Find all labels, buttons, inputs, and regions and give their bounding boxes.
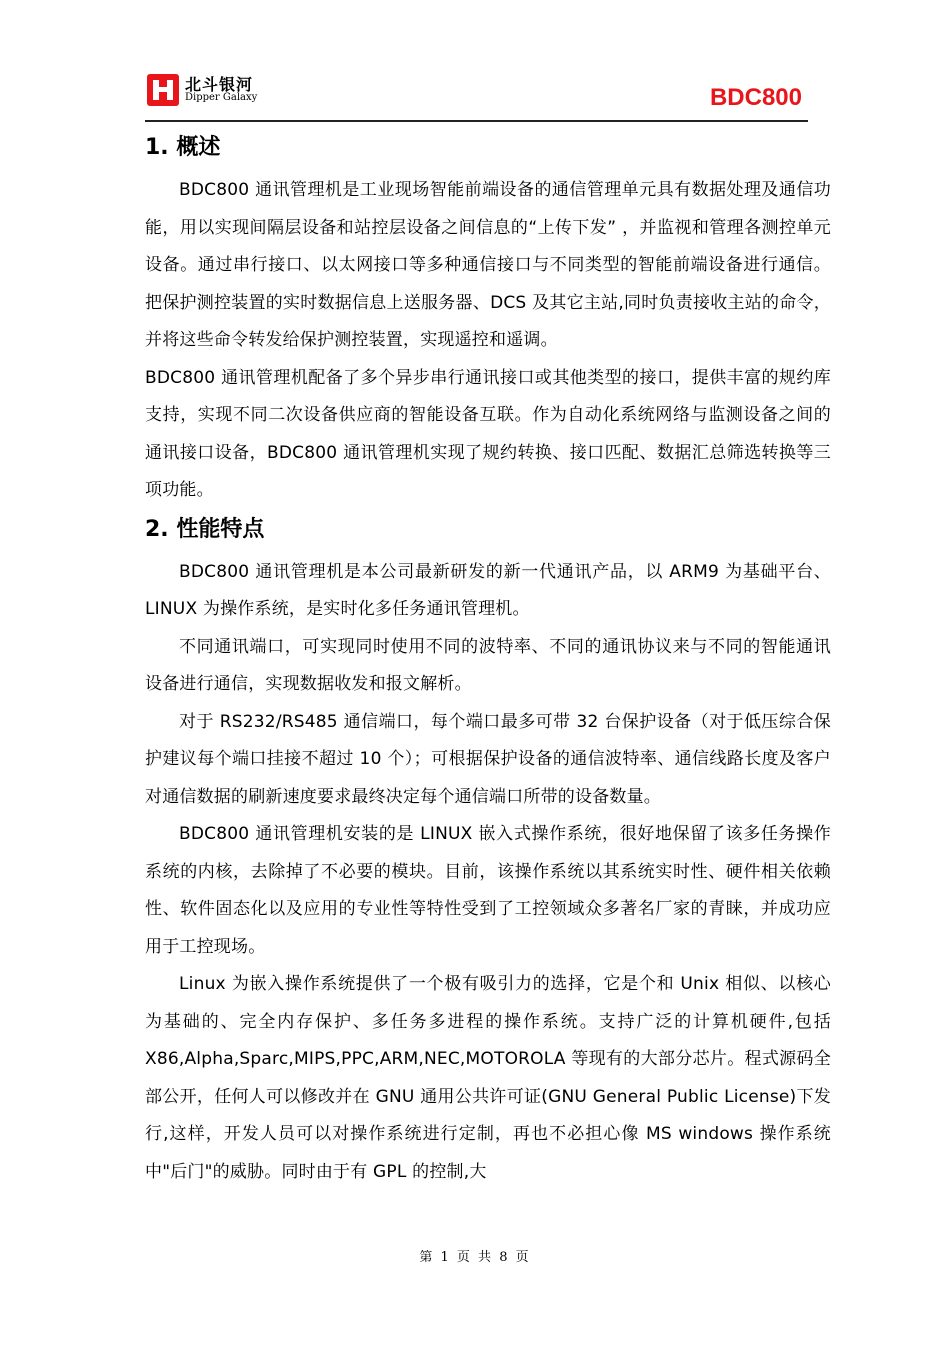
dipper-galaxy-logo-icon: [147, 74, 179, 106]
section-2-paragraph-1: BDC800 通讯管理机是本公司最新研发的新一代通讯产品，以 ARM9 为基础平台、LINUX 为操作系统，是实时化多任务通讯管理机。: [145, 561, 831, 619]
page-footer: 第 1 页 共 8 页: [419, 1250, 531, 1265]
section-2-paragraph-5: Linux 为嵌入操作系统提供了一个极有吸引力的选择，它是个和 Unix 相似、以核心为基础的、完全内存保护、多任务多进程的操作系统。支持广泛的计算机硬件,包括 X86,Alpha,Sparc,MIPS,PPC,ARM,NEC,MOTOROLA 等现有的大部分芯片。程式源码全部公开，任何人可以修改并在 GNU 通用公共许可证(GNU General Public License)下发行,这样，开发人员可以对操作系统进行定制，再也不必担心像 MS windows 操作系统中"后门"的威胁。同时由于有 GPL 的控制,大: [145, 974, 831, 1182]
section-2-heading: 2. 性能特点: [145, 516, 265, 542]
logo-chinese-name: 北斗银河: [185, 75, 254, 94]
section-2-paragraph-4: BDC800 通讯管理机安装的是 LINUX 嵌入式操作系统，很好地保留了该多任务操作系统的内核，去除掉了不必要的模块。目前，该操作系统以其系统实时性、硬件相关依赖性、软件固态化以及应用的专业性等特性受到了工控领域众多著名厂家的青睐，并成功应用于工控现场。: [145, 824, 831, 957]
page-header: [145, 68, 808, 122]
document-body: [145, 128, 831, 1191]
section-1-heading: 1. 概述: [145, 135, 221, 160]
section-1-paragraph-2: BDC800 通讯管理机配备了多个异步串行通讯接口或其他类型的接口，提供丰富的规约库支持，实现不同二次设备供应商的智能设备互联。作为自动化系统网络与监测设备之间的通讯接口设备，BDC800 通讯管理机实现了规约转换、接口匹配、数据汇总筛选转换等三项功能。: [145, 367, 831, 500]
section-2-paragraph-2: 不同通讯端口，可实现同时使用不同的波特率、不同的通讯协议来与不同的智能通讯设备进行通信，实现数据收发和报文解析。: [145, 636, 831, 694]
section-1-paragraph-1: BDC800 通讯管理机是工业现场智能前端设备的通信管理单元具有数据处理及通信功能，用以实现间隔层设备和站控层设备之间信息的“上传下发” ，并监视和管理各测控单元设备。通过串行接口、以太网接口等多种通信接口与不同类型的智能前端设备进行通信。把保护测控装置的实时数据信息上送服务器、DCS 及其它主站,同时负责接收主站的命令，并将这些命令转发给保护测控装置，实现遥控和遥调。: [145, 180, 831, 350]
product-name: BDC800: [709, 84, 802, 111]
logo-english-name: Dipper Galaxy: [185, 92, 258, 103]
section-2-paragraph-3: 对于 RS232/RS485 通信端口，每个端口最多可带 32 台保护设备（对于低压综合保护建议每个端口挂接不超过 10 个）；可根据保护设备的通信波特率、通信线路长度及客户对通信数据的刷新速度要求最终决定每个通信端口所带的设备数量。: [145, 711, 831, 807]
